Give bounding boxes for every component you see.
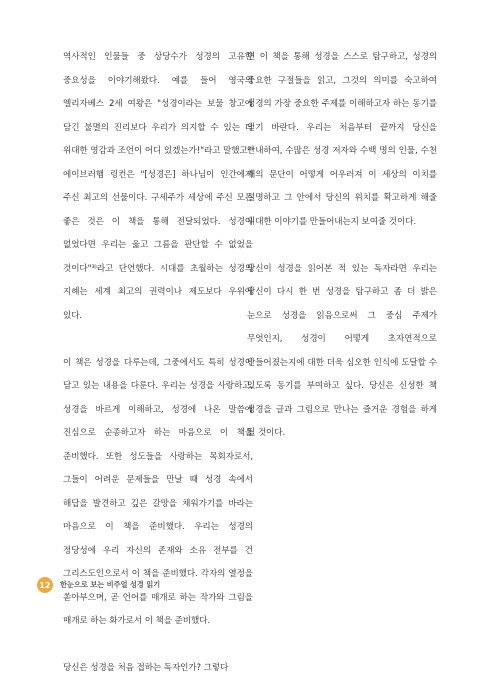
page-number-badge: 12 (37, 577, 53, 593)
body-paragraph: 이 책은 성경을 다루는데, 그중에서도 특히 성경이 담고 있는 내용을 다룬다. 우리는 성경을 사랑하고, 성경을 바르게 이해하고, 성경에 나온 말씀에 진심으로 순종하고자 하는 마음으로 이 책을 준비했다. 또한 성도들을 사랑하는 목회자로서, 그들이 어려운 문제들을 만날 때 성경 속에서 해답을 발견하고 깊은 갈망을 채워가기를 바라는 마음으로 이 책을 준비했다. 우리는 성경의 정당성에 우리 자신의 존재와 소유 전부를 건 그리스도인으로서 이 책을 준비했다. 각자의 열정을 쏟아부으며, 곧 언어를 매개로 하는 작가와 그림을 매개로 하는 화가로서 이 책을 준비했다. (63, 357, 253, 626)
right-text-column (247, 46, 437, 446)
body-paragraph: 당신은 성경을 처음 접하는 독자인가? 그렇다 (63, 663, 229, 673)
page-footer (37, 577, 160, 593)
body-paragraph: 면 이 책을 통해 성경을 스스로 탐구하고, 성경의 중요한 구절들을 읽고, 그것의 의미를 숙고하여 성경의 가장 중요한 주제를 이해하고자 하는 동기를 얻기 바란다. 우리는 처음부터 끝까지 당신을 안내하여, 수많은 성경 저자와 수백 명의 인물, 수천 개의 문단이 어떻게 어우러져 이 세상의 이치를 설명하고 그 안에서 당신의 위치를 확고하게 해줄 위대한 이야기를 만들어내는지 보여줄 것이다. (247, 52, 437, 227)
body-paragraph: 당신이 성경을 읽어본 적 있는 독자라면 우리는 당신이 다시 한 번 성경을 탐구하고 좀 더 밝은 눈으로 성경을 읽음으로써 그 중심 주제가 무엇인지, 성경이 어떻게 초자연적으로 만들어졌는지에 대한 더욱 심오한 인식에 도달할 수 있도록 동기를 부여하고 싶다. 당신은 신성한 책 성경을 글과 그림으로 만나는 즐거운 경험을 하게 될 것이다. (247, 263, 437, 438)
body-paragraph: 역사적인 인물들 중 상당수가 성경의 고유한 중요성을 이야기해왔다. 예를 들어 영국의 엘리자베스 2세 여왕은 "성경이라는 보물 창고에 담긴 불멸의 진리보다 우리가 의지할 수 있는 더 위대한 영감과 조언이 어디 있겠는가!"라고 말했고²⁾ 에이브러햄 링컨은 "[성경은] 하나님이 인간에게 주신 최고의 선물이다. 구세주가 세상에 주신 모든 좋은 것은 이 책을 통해 전달되었다. 성경이 없었다면 우리는 옳고 그름을 판단할 수 없었을 것이다"³⁾라고 단언했다. 시대를 초월하는 성경의 지혜는 세계 최고의 권력이나 제도보다 우위에 있다. (63, 52, 253, 321)
running-title: 한눈으로 보는 비주얼 성경 읽기 (60, 580, 161, 589)
